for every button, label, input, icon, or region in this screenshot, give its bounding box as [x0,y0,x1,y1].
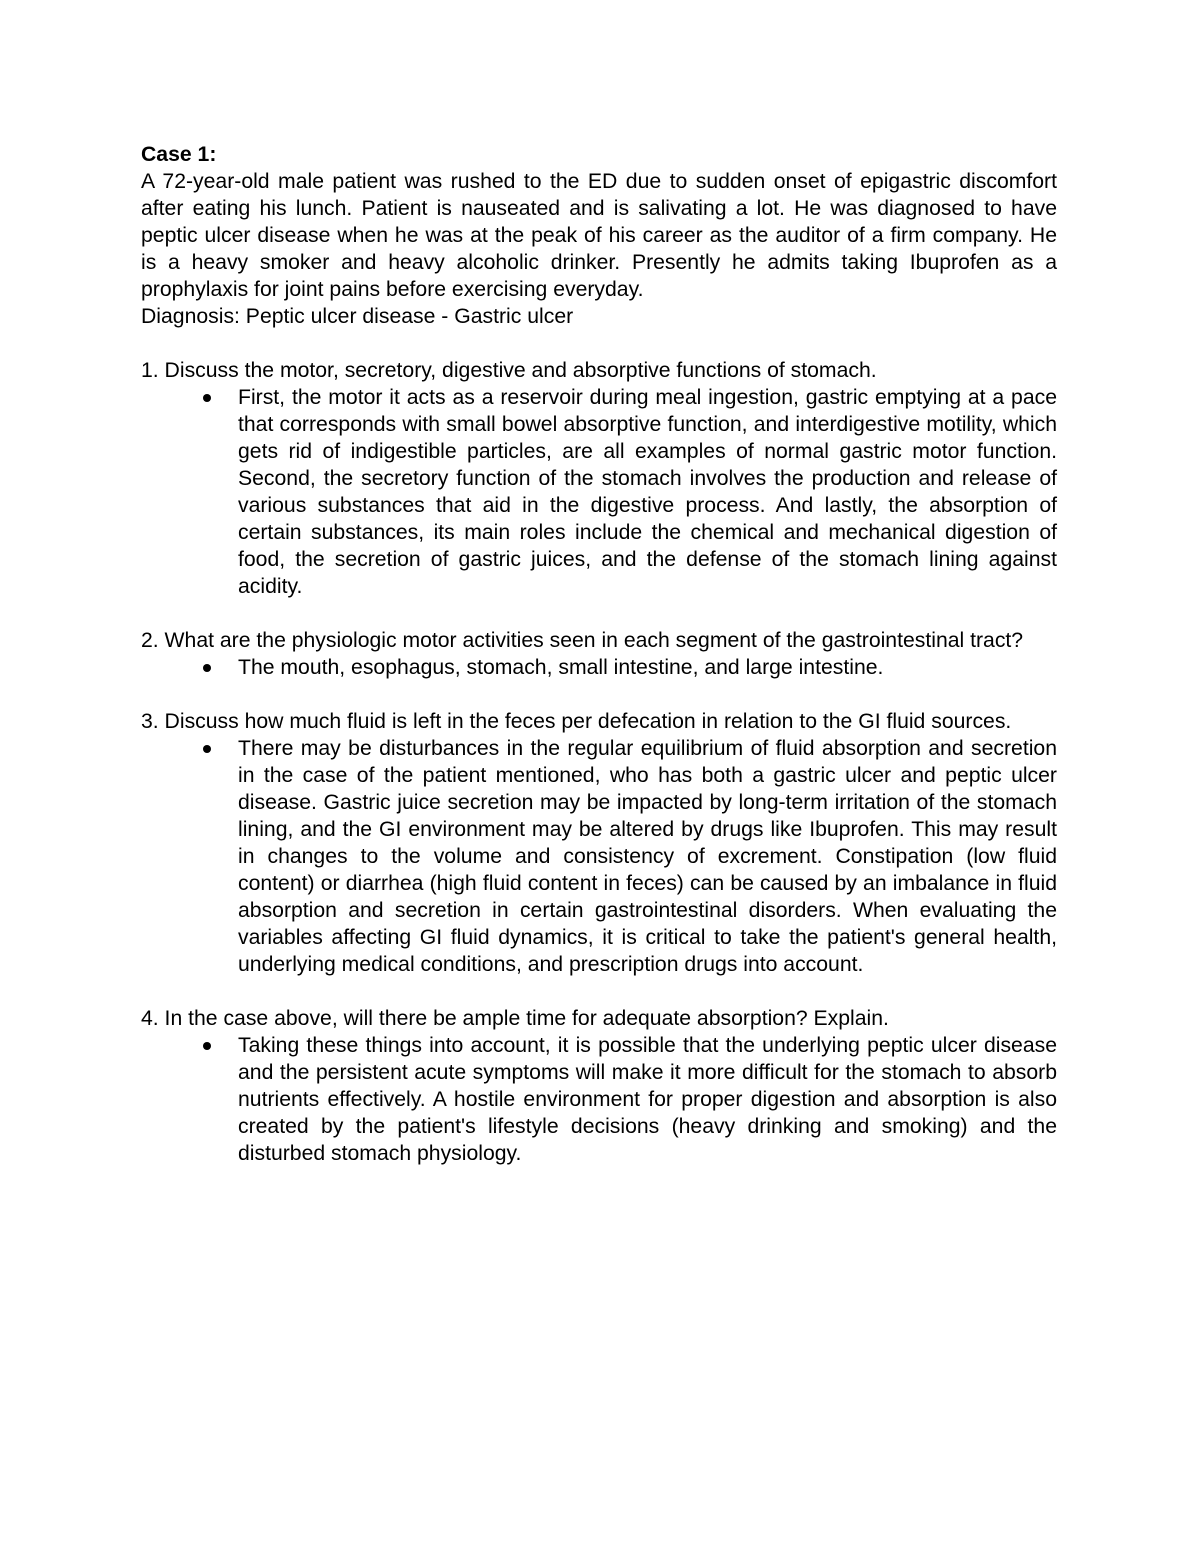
spacer [141,681,1057,708]
case-description: A 72-year-old male patient was rushed to the ED due to sudden onset of epigastric discomfort after eating his lunch. Patient is nauseated and is salivating a lot. He was diagnosed to have peptic ulcer disease when he was at the peak of his career as the auditor of a firm company. He is a heavy smoker and heavy alcoholic drinker. Presently he admits taking Ibuprofen as a prophylaxis for joint pains before exercising everyday. [141,170,1057,301]
question-1: 1. Discuss the motor, secretory, digestive and absorptive functions of stomach. [141,359,877,382]
answer-3 [141,735,1057,978]
answer-3-text: There may be disturbances in the regular equilibrium of fluid absorption and secretion in the case of the patient mentioned, who has both a gastric ulcer and peptic ulcer disease. Gastric juice secretion may be impacted by long-term irritation of the stomach lining, and the GI environment may be altered by drugs like Ibuprofen. This may result in changes to the volume and consistency of excrement. Constipation (low fluid content) or diarrhea (high fluid content in feces) can be caused by an imbalance in fluid absorption and secretion in certain gastrointestinal disorders. When evaluating the variables affecting GI fluid dynamics, it is critical to take the patient's general health, underlying medical conditions, and prescription drugs into account. [238,737,1057,976]
answer-4-text: Taking these things into account, it is possible that the underlying peptic ulcer disease and the persistent acute symptoms will make it more difficult for the stomach to absorb nutrients effectively. A hostile environment for proper digestion and absorption is also created by the patient's lifestyle decisions (heavy drinking and smoking) and the disturbed stomach physiology. [238,1034,1057,1165]
case-title: Case 1: [141,143,217,166]
answer-4 [141,1032,1057,1167]
diagnosis-line: Diagnosis: Peptic ulcer disease - Gastric ulcer [141,305,574,328]
bullet-icon [203,1042,211,1050]
question-3: 3. Discuss how much fluid is left in the feces per defecation in relation to the GI fluid sources. [141,710,1012,733]
question-2: 2. What are the physiologic motor activities seen in each segment of the gastrointestinal tract? [141,629,1024,652]
question-4: 4. In the case above, will there be ample time for adequate absorption? Explain. [141,1007,889,1030]
bullet-icon [203,394,211,402]
answer-1 [141,384,1057,600]
spacer [141,330,1057,357]
bullet-icon [203,664,211,672]
answer-2 [141,654,1057,681]
answer-1-text: First, the motor it acts as a reservoir during meal ingestion, gastric emptying at a pace that corresponds with small bowel absorptive function, and interdigestive motility, which gets rid of indigestible particles, are all examples of normal gastric motor function. Second, the secretory function of the stomach involves the production and release of various substances that aid in the digestive process. And lastly, the absorption of certain substances, its main roles include the chemical and mechanical digestion of food, the secretion of gastric juices, and the defense of the stomach lining against acidity. [238,386,1057,598]
spacer [141,978,1057,1005]
bullet-icon [203,745,211,753]
document-page [141,141,1057,1167]
spacer [141,600,1057,627]
answer-2-text: The mouth, esophagus, stomach, small intestine, and large intestine. [238,656,884,679]
